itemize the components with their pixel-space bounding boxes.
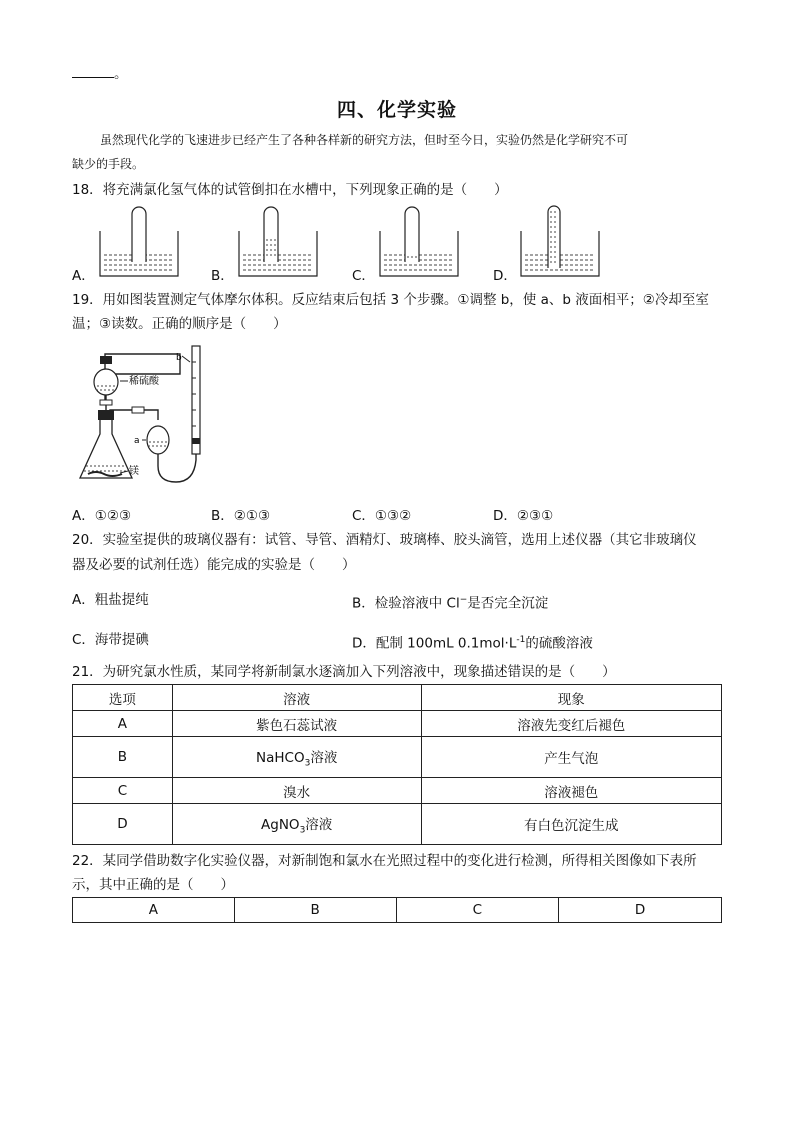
q21-table [72, 684, 722, 845]
q18-option-d: D． [493, 268, 517, 284]
q19-option-d: D．②③① [493, 508, 554, 524]
label-b: b [176, 353, 182, 363]
metal-label: 镁 [129, 466, 139, 477]
q18-option-a-figure [100, 206, 180, 278]
q19-stem-line2: 温；③读数。正确的顺序是（ ） [72, 316, 287, 332]
q18-option-b-figure [239, 206, 319, 278]
table-row [73, 737, 722, 778]
q19-option-a: A．①②③ [72, 508, 132, 524]
row-phenomenon: 溶液褪色 [421, 778, 722, 804]
q19-option-c: C．①③② [352, 508, 412, 524]
row-option: C [73, 778, 173, 804]
row-solution: 溴水 [172, 778, 421, 804]
row-phenomenon: 产生气泡 [421, 737, 722, 778]
q22-table [72, 897, 722, 923]
q19-stem-line1: 19．用如图装置测定气体摩尔体积。反应结束后包括 3 个步骤。①调整 b，使 a、b 液面相平；②冷却至室 [72, 292, 709, 308]
table-row [73, 778, 722, 804]
q19-apparatus-figure [72, 342, 232, 492]
q19-option-b: B．②①③ [211, 508, 271, 524]
formula: AgNO [261, 816, 300, 833]
solution-suffix: 溶液 [310, 749, 338, 766]
row-solution [172, 737, 421, 778]
q20-option-d [352, 630, 593, 654]
q20-option-b-rest: 是否完全沉淀 [467, 595, 549, 612]
section-intro-line2: 缺少的手段。 [72, 157, 145, 171]
row-phenomenon: 有白色沉淀生成 [421, 804, 722, 845]
row-solution [172, 804, 421, 845]
unit-exponent: -1 [516, 635, 526, 645]
header-phenomenon: 现象 [421, 685, 722, 711]
q20-option-d-text: D．配制 100mL 0.1mol·L [352, 635, 517, 652]
header-option: 选项 [73, 685, 173, 711]
q22-stem-line2: 示，其中正确的是（ ） [72, 877, 234, 893]
header-d: D [559, 898, 722, 923]
q18-option-d-figure [521, 206, 601, 278]
table-row [73, 711, 722, 737]
q20-option-b-text: B．检验溶液中 Cl [352, 595, 460, 612]
q18-option-c: C． [352, 268, 375, 284]
label-a: a [134, 436, 140, 446]
q18-option-b: B． [211, 268, 234, 284]
row-solution: 紫色石蕊试液 [172, 711, 421, 737]
q18-option-a: A． [72, 268, 95, 284]
chloride-charge: − [459, 595, 468, 605]
q20-option-b [352, 590, 548, 614]
funnel-stopper [100, 356, 112, 364]
table-header-row [73, 685, 722, 711]
q20-option-a: A．粗盐提纯 [72, 592, 149, 608]
row-option: B [73, 737, 173, 778]
formula-subscript: 3 [304, 758, 311, 769]
answer-blank [72, 65, 114, 78]
section-intro-line1: 虽然现代化学的飞速进步已经产生了各种各样新的研究方法，但时至今日，实验仍然是化学研究不可 [100, 133, 629, 147]
flask-stopper [98, 410, 114, 420]
q22-stem-line1: 22．某同学借助数字化实验仪器，对新制饱和氯水在光照过程中的变化进行检测，所得相关图像如下表所 [72, 853, 697, 869]
row-option: A [73, 711, 173, 737]
conical-flask [80, 420, 132, 478]
header-solution: 溶液 [172, 685, 421, 711]
formula: NaHCO [256, 749, 305, 766]
table-header-row [73, 898, 722, 923]
header-a: A [73, 898, 235, 923]
q20-option-c: C．海带提碘 [72, 632, 149, 648]
formula-subscript: 3 [299, 825, 306, 836]
separatory-funnel [94, 369, 118, 395]
section-title: 四、化学实验 [336, 99, 457, 121]
acid-label: 稀硫酸 [129, 376, 159, 387]
q20-stem-line1: 20．实验室提供的玻璃仪器有：试管、导管、酒精灯、玻璃棒、胶头滴管，选用上述仪器（其它非玻璃仪 [72, 532, 697, 548]
header-c: C [396, 898, 559, 923]
bulb-a [147, 426, 169, 454]
q20-option-d-rest: 的硫酸溶液 [525, 635, 593, 652]
solution-suffix: 溶液 [305, 816, 333, 833]
period: 。 [114, 66, 128, 82]
row-phenomenon: 溶液先变红后褪色 [421, 711, 722, 737]
header-b: B [234, 898, 396, 923]
q20-stem-line2: 器及必要的试剂任选）能完成的实验是（ ） [72, 557, 356, 573]
table-row [73, 804, 722, 845]
q21-stem: 21．为研究氯水性质，某同学将新制氯水逐滴加入下列溶液中，现象描述错误的是（ ） [72, 664, 616, 680]
top-fragment [72, 64, 128, 84]
q18-stem: 18．将充满氯化氢气体的试管倒扣在水槽中，下列现象正确的是（ ） [72, 182, 508, 198]
q18-option-c-figure [380, 206, 460, 278]
row-option: D [73, 804, 173, 845]
